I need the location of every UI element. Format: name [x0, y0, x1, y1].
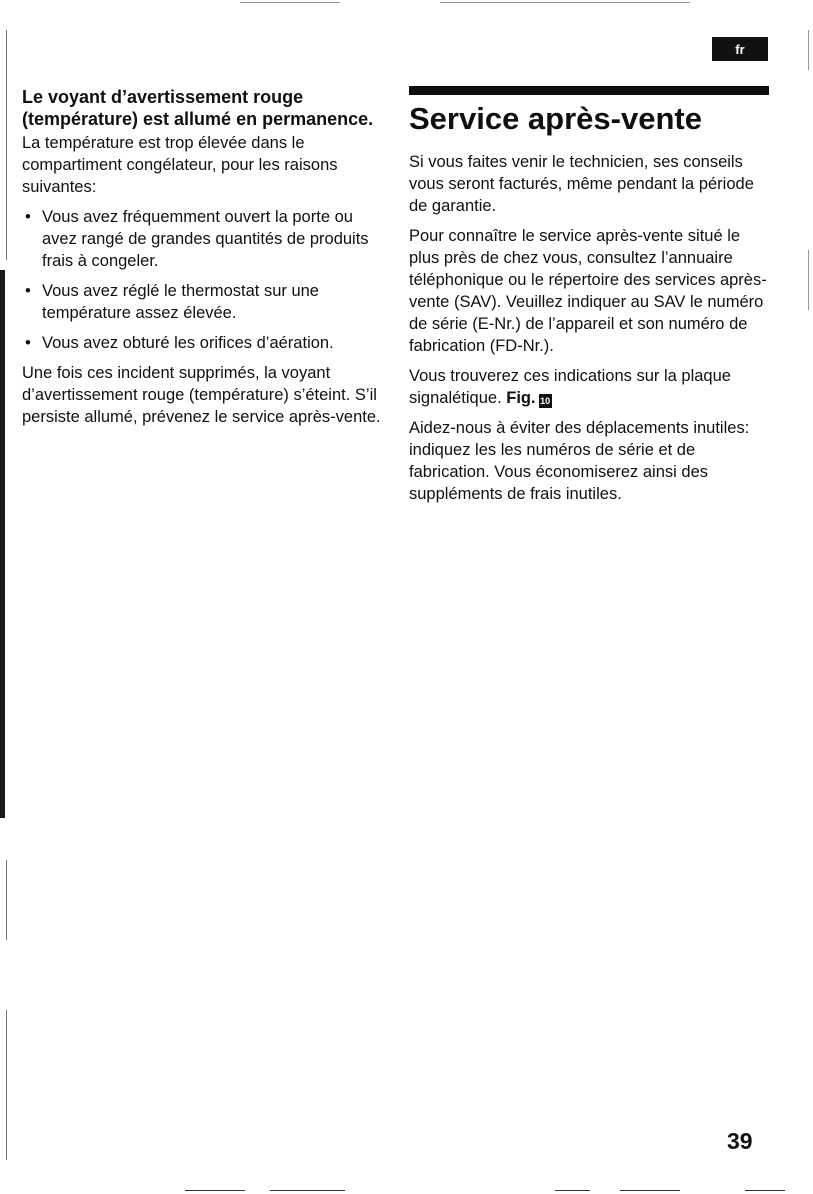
scan-top-line: [440, 2, 690, 3]
scan-right-line: [808, 250, 809, 310]
scan-edge-line: [6, 860, 7, 940]
list-item: [22, 280, 392, 324]
cause-list: [22, 206, 392, 354]
list-item-text: Vous avez réglé le thermostat sur une température assez élevée.: [42, 282, 319, 322]
scan-edge-bar: [0, 270, 5, 818]
scan-edge-line: [6, 1010, 7, 1160]
service-paragraph-4: Aidez-nous à éviter des déplacements inutiles: indiquez les les numéros de série et de fabrication. Vous économiserez ainsi des suppléments de frais inutiles.: [409, 419, 750, 503]
service-paragraph-2: Pour connaître le service après-vente situé le plus près de chez vous, consultez l’annuaire téléphonique ou le répertoire des services après-vente (SAV). Veuillez indiquer au SAV le numéro de série (E-Nr.) de l’appareil et son numéro de fabrication (FD-Nr.).: [409, 227, 767, 355]
warning-intro: La température est trop élevée dans le compartiment congélateur, pour les raisons suivantes:: [22, 134, 338, 196]
section-title: Service après-vente: [409, 101, 702, 136]
service-paragraph-1: Si vous faites venir le technicien, ses conseils vous seront facturés, même pendant la période de garantie.: [409, 153, 754, 215]
language-tab: fr: [712, 37, 768, 61]
list-item: [22, 206, 392, 272]
section-rule: [409, 86, 769, 95]
scan-edge-line: [6, 30, 7, 260]
scan-bottom-line: [620, 1190, 680, 1191]
scan-bottom-line: [270, 1190, 345, 1191]
figure-reference: Fig.: [506, 389, 536, 407]
right-column: [409, 86, 769, 513]
bullet-icon: •: [25, 334, 31, 352]
figure-number-badge: 10: [540, 396, 551, 406]
scan-right-line: [808, 30, 809, 70]
scan-top-line: [240, 2, 340, 3]
scan-bottom-line: [555, 1190, 590, 1191]
bullet-icon: •: [25, 208, 31, 226]
scan-bottom-line: [185, 1190, 245, 1191]
warning-heading: Le voyant d’avertissement rouge (température) est allumé en permanence.: [22, 87, 374, 129]
service-paragraph-3: [409, 365, 769, 409]
service-paragraph-3-text: Vous trouverez ces indications sur la plaque signalétique.: [409, 367, 731, 407]
left-column: [22, 86, 392, 436]
list-item-text: Vous avez obturé les orifices d’aération.: [42, 334, 334, 352]
warning-closing: Une fois ces incident supprimés, la voyant d’avertissement rouge (température) s’éteint. S’il persiste allumé, prévenez le service après-vente.: [22, 364, 381, 426]
list-item-text: Vous avez fréquemment ouvert la porte ou avez rangé de grandes quantités de produits frais à congeler.: [42, 208, 369, 270]
list-item: [22, 332, 392, 354]
bullet-icon: •: [25, 282, 31, 300]
page-number: 39: [727, 1128, 753, 1154]
scan-bottom-line: [745, 1190, 785, 1191]
